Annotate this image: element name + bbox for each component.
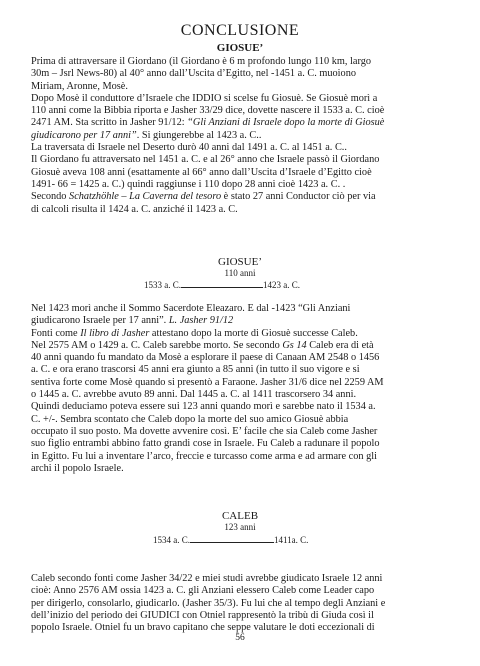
schatzhohle-title: Schatzhöhle – La Caverna del tesoro <box>69 191 222 203</box>
page-number: 56 <box>235 633 245 643</box>
middle-paragraph: Nel 1423 morì anche il Sommo Sacerdote Eleazaro. E dal -1423 “Gli Anziani giudicarono Israele per 17 anni”. L. Jasher 91/12 Fonti come Il libro di Jasher attestano dopo la morte di Giosuè successe Caleb. Nel 2575 AM o 1429 a. C. Caleb sarebbe morto. Se secondo Gs 14 Caleb era di età 40 anni quando fu mandato da Mosè a esplorare il paese di Canaan AM 2548 o 1456 a. C. e ora erano trascorsi 45 anni era giunto a 85 anni (in tutto il suo vigore e si sentiva forte come Mosè quando si presentò a Faraone. Jasher 31/6 dice nel 2259 AM o 1445 a. C. avrebbe avuto 89 anni. Dal 1445 a. C. al 1411 trascorsero 34 anni. Quindi deduciamo poteva essere sui 123 anni quando morì e sarebbe nato il 1534 a. C. +/-. Sembra scontato che Caleb dopo la morte del suo amico Giosuè abbia occupato il suo posto. Ma dovette avvenire così. E’ facile che sia Caleb come Jasher suo figlio entrambi abbino fatto grandi cose in Israele. Fu Caleb a radunare il popolo in Egitto. Fu lui a inventare l’arco, freccie e turcasso come arma e ad armare con gli archi il popolo Israele. <box>31 303 384 474</box>
caleb-heading: CALEB <box>221 510 259 522</box>
giosue-timeline-line <box>181 287 263 288</box>
caleb-timeline-line <box>190 542 274 543</box>
jasher-quote: “Gli Anziani di Israele dopo la morte di Giosuè <box>187 117 385 129</box>
section-subtitle-giosue: GIOSUE’ <box>216 42 264 54</box>
caleb-timeline <box>153 535 308 545</box>
caleb-start-date: 1534 a. C. <box>153 535 190 545</box>
page-title: CONCLUSIONE <box>180 22 300 39</box>
intro-paragraph: Prima di attraversare il Giordano (il Giordano è 6 m profondo lungo 110 km, largo 30m – Jsrl News-80) al 40° anno dall’Uscita d’Egitto, nel -1451 a. C. muoiono Miriam, Aronne, Mosè. Dopo Mosè il conduttore d’Israele che IDDIO si scelse fu Giosuè. Se Giosuè morì a 110 anni come la Bibbia riporta e Jasher 33/29 dice, dovette nascere il 1533 a. C. cioè 2471 AM. Sta scritto in Jasher 91/12: “Gli Anziani di Israele dopo la morte di Giosuè giudicarono per 17 anni”. Si giungerebbe al 1423 a. C.. La traversata di Israele nel Deserto durò 40 anni dal 1491 a. C. al 1451 a. C.. Il Giordano fu attraversato nel 1451 a. C. e al 26° anno che Israele passò il Giordano Giosuè aveva 108 anni (esattamente al 66° anno dall’Uscita d’Israele d’Egitto cioè 1491- 66 = 1425 a. C.) quindi raggiunse i 110 dopo 28 anni cioè 1423 a. C. . Secondo Schatzhöhle – La Caverna del tesoro è stato 27 anni Conductor ciò per via di calcoli risulta il 1424 a. C. anziché il 1423 a. C. <box>31 56 385 215</box>
giosue-start-date: 1533 a. C. <box>144 280 181 290</box>
giosue-heading: GIOSUE’ <box>218 256 262 268</box>
caleb-end-date: 1411a. C. <box>274 535 309 545</box>
caleb-age: 123 anni <box>224 522 256 532</box>
giosue-end-date: 1423 a. C. <box>263 280 300 290</box>
closing-paragraph: Caleb secondo fonti come Jasher 34/22 e miei studi avrebbe giudicato Israele 12 anni cioè: Anno 2576 AM ossia 1423 a. C. gli Anziani elessero Caleb come Leader capo per dirigerlo, consolarlo, giudicarlo. (Jasher 35/3). Fu lui che al tempo degli Anziani e dell’inizio del periodo dei GIUDICI con Otniel rappresentò la tribù di Giuda così il popolo Israele. Otniel fu un bravo capitano che seppe valutare le doti eccezionali di <box>31 573 386 634</box>
giosue-timeline <box>144 280 300 290</box>
giosue-age: 110 anni <box>224 268 256 278</box>
